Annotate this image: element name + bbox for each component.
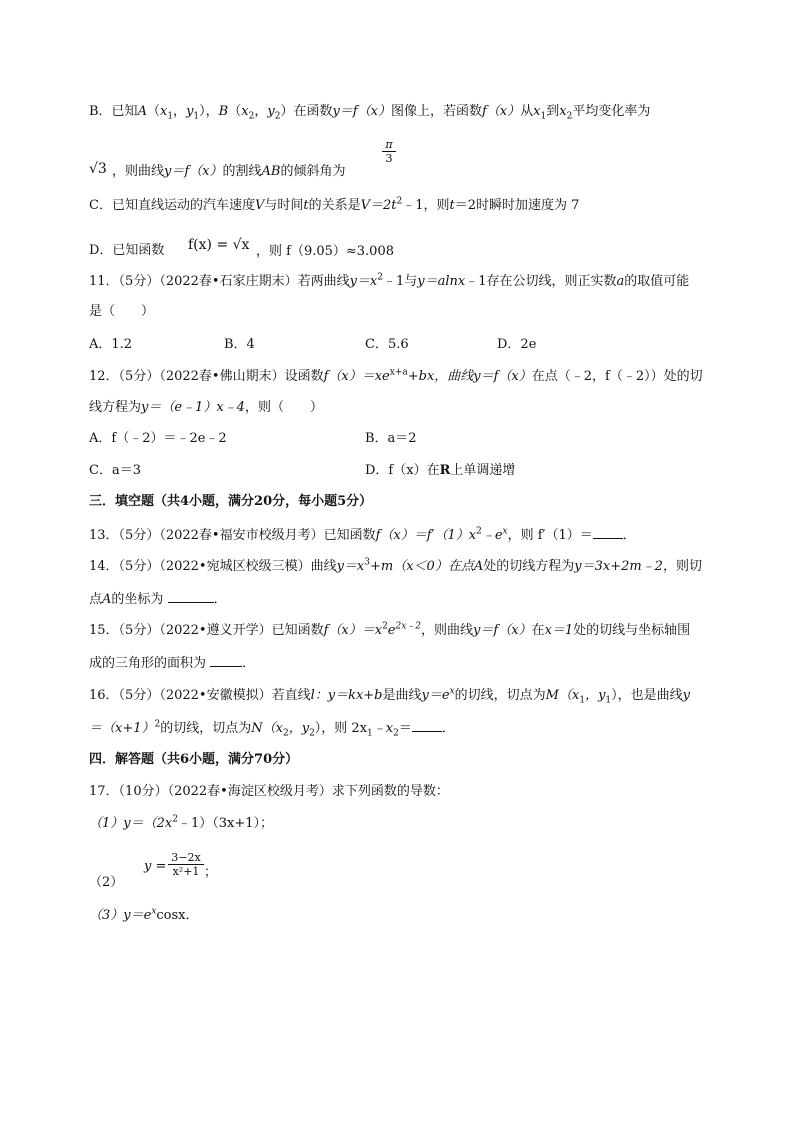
text: ），则 2x — [314, 721, 368, 736]
answer-blank[interactable] — [412, 719, 442, 732]
q12-option-b — [365, 430, 417, 448]
q10-option-b-line1 — [89, 103, 650, 121]
q11-line1 — [89, 273, 689, 291]
sub: 2 — [248, 111, 255, 122]
sup: 2 — [382, 621, 388, 632]
x: x — [559, 104, 567, 119]
q17-line1 — [89, 783, 449, 801]
eq: y＝alnx — [417, 274, 466, 289]
t: t — [303, 198, 309, 213]
function: f（x）＝xe — [323, 369, 390, 384]
section-3-heading — [89, 493, 372, 511]
function: y＝f（x） — [332, 104, 391, 119]
sub: 1 — [193, 111, 200, 122]
text: A．1.2 — [89, 337, 133, 352]
point-m: M（x — [545, 688, 580, 703]
x: x — [533, 104, 541, 119]
comma: ， — [254, 104, 268, 119]
text: 在 — [531, 623, 545, 638]
q15-line1 — [89, 622, 690, 640]
q11-option-d — [497, 336, 536, 354]
sup: 2 — [154, 719, 161, 730]
text: ，y — [288, 721, 310, 736]
q10-option-b-line2 — [112, 163, 346, 181]
text: 的关系是 — [308, 198, 361, 213]
q10b-paren: （ — [146, 104, 160, 119]
answer-blank[interactable] — [210, 654, 242, 667]
sqrt3-text: √3 — [89, 161, 107, 177]
y2: y — [267, 104, 275, 119]
function: y＝f（x） — [473, 369, 532, 384]
formula-sqrt-x — [188, 236, 249, 254]
text: 12．（5分）（2022春•佛山期末）设函数 — [89, 369, 324, 384]
text: 是（ ） — [89, 304, 155, 319]
answer-blank[interactable] — [593, 526, 623, 539]
text: D．2e — [497, 337, 537, 352]
text: 的取值可能 — [624, 274, 690, 289]
sup: x — [151, 906, 157, 917]
text: ﹣1与 — [383, 274, 418, 289]
formula: f(x) = √x — [188, 237, 250, 253]
text: 17．（10分）（2022春•海淀区校级月考）求下列函数的导数： — [89, 784, 449, 799]
line-l: l：y＝kx+b — [310, 688, 383, 703]
sup: 2 — [476, 526, 482, 537]
q12-option-c — [89, 462, 141, 480]
sub: 1 — [605, 695, 612, 706]
q10-option-d-tail — [256, 243, 394, 261]
function: f（x）＝f′（1）x — [375, 528, 477, 543]
q14-line1 — [89, 558, 702, 576]
denominator: 3 — [382, 151, 396, 165]
a: a — [616, 274, 625, 289]
text: 处的切线与坐标轴围 — [573, 623, 691, 638]
text: A．f（﹣2）＝﹣2e﹣2 — [89, 431, 227, 446]
q17-part1 — [89, 815, 273, 833]
text: ），也是曲线 — [611, 688, 683, 703]
text: ，则（ ） — [244, 400, 323, 415]
text: ＝ — [398, 721, 412, 736]
numerator: π — [385, 138, 393, 151]
sub: 2 — [566, 111, 573, 122]
text: 三．填空题（共4小题，满分20分，每小题5分） — [89, 494, 373, 509]
sup: 2 — [172, 814, 178, 825]
text: y = — [144, 859, 167, 874]
section-4-heading — [89, 751, 298, 769]
pi-over-3 — [382, 138, 396, 165]
q10-option-d — [89, 242, 164, 260]
q17-part2-end — [204, 864, 217, 882]
paren: （ — [228, 104, 242, 119]
text: 15．（5分）（2022•遵义开学）已知函数 — [89, 623, 324, 638]
text: 16．（5分）（2022•安徽模拟）若直线 — [89, 688, 311, 703]
text: D．f（x）在 — [365, 463, 440, 478]
sup: 2x﹣2 — [395, 621, 422, 632]
sub: 2 — [274, 111, 281, 122]
text: 成的三角形的面积为 — [89, 656, 207, 671]
sub: 2 — [282, 728, 289, 739]
paren: ）， — [199, 104, 219, 119]
text: 的割线 — [222, 164, 262, 179]
text: ﹣x — [372, 721, 394, 736]
text: 是曲线 — [382, 688, 422, 703]
q16-line1 — [89, 687, 690, 705]
v: V — [254, 198, 265, 213]
tangent: y＝3x+2m﹣2 — [574, 559, 663, 574]
q12-option-d — [365, 462, 515, 480]
text: ，则 f′（1）＝ — [507, 528, 593, 543]
text: （1）y＝（2x — [89, 816, 173, 831]
text: 14．（5分）（2022•宛城区校级三模）曲线 — [89, 559, 337, 574]
text: 上单调递增 — [450, 463, 516, 478]
text: C．a＝3 — [89, 463, 141, 478]
text: 四．解答题（共6小题，满分70分） — [89, 752, 299, 767]
answer-blank[interactable] — [168, 590, 214, 603]
point-n: N（x — [251, 721, 283, 736]
q12-option-a — [89, 430, 227, 448]
x-eq-1: x＝1 — [544, 623, 574, 638]
text: B．a＝2 — [365, 431, 417, 446]
sub: 1 — [167, 111, 174, 122]
q16-line2 — [89, 719, 455, 738]
sub: 1 — [540, 111, 547, 122]
comma: ， — [173, 104, 187, 119]
point-a: A — [137, 104, 147, 119]
q12-line1 — [89, 368, 703, 386]
point-a: A — [102, 592, 112, 607]
paren: ）在函数 — [280, 104, 333, 119]
text: 13．（5分）（2022春•福安市校级月考）已知函数 — [89, 528, 376, 543]
x2: x — [241, 104, 249, 119]
text: D．已知函数 — [89, 243, 165, 258]
text: 图像上，若函数 — [390, 104, 482, 119]
sqrt3 — [89, 160, 107, 178]
sub: 1 — [579, 695, 586, 706]
q12-line2 — [89, 399, 323, 417]
q17-part2-y — [144, 858, 166, 876]
text: 到 — [546, 104, 560, 119]
text: 的切线，切点为 — [160, 721, 252, 736]
text: ，则切 — [662, 559, 702, 574]
q13 — [89, 526, 636, 545]
text: 处的切线方程为 — [483, 559, 575, 574]
text: 与时间 — [264, 198, 304, 213]
sub: 2 — [393, 728, 399, 739]
text: e — [387, 623, 396, 638]
text: （2） — [89, 875, 124, 890]
q10-option-c — [89, 197, 579, 215]
function: f（x） — [481, 104, 521, 119]
t: t — [449, 198, 455, 213]
text: 的坐标为 — [111, 592, 164, 607]
text: ． — [622, 528, 636, 543]
text: ，则曲线 — [421, 623, 474, 638]
text: 11．（5分）（2022春•石家庄期末）若两曲线 — [89, 274, 350, 289]
sup: x+a — [389, 367, 408, 378]
text: ． — [242, 656, 256, 671]
function: y＝f（x） — [473, 623, 532, 638]
q17-part3 — [89, 907, 199, 925]
q10b-prefix: B．已知 — [89, 104, 138, 119]
text: ； — [204, 865, 218, 880]
text: 的切线，切点为 — [454, 688, 546, 703]
text: C．5.6 — [365, 337, 409, 352]
denominator: x²+1 — [168, 864, 204, 878]
text: ＝（x+1） — [89, 721, 155, 736]
text: ，则 f（9.05）≈3.008 — [256, 244, 394, 259]
text: 在点（﹣2，f（﹣2））处的切 — [531, 369, 703, 384]
q17-part2-fraction — [168, 851, 204, 878]
x1: x — [159, 104, 168, 119]
curve: y＝e — [421, 688, 450, 703]
function: y＝f（x） — [164, 164, 223, 179]
text: 点 — [89, 592, 103, 607]
equation: y＝x — [336, 559, 365, 574]
text: +bx，曲线 — [407, 369, 474, 384]
q11-option-b — [224, 336, 255, 354]
text: cosx． — [156, 908, 199, 923]
text: 从 — [520, 104, 534, 119]
equation: V＝2t — [360, 198, 397, 213]
text: ﹣1）（3x+1）； — [177, 816, 273, 831]
q17-part2-label — [89, 874, 123, 892]
text: 平均变化率为 — [572, 104, 651, 119]
sup: x — [502, 526, 508, 537]
sub: 1 — [367, 728, 373, 739]
text: C．已知直线运动的汽车速度 — [89, 198, 255, 213]
text: +m（x＜0）在点 — [370, 559, 474, 574]
text: ＝2时瞬时加速度为 7 — [454, 198, 580, 213]
y1: y — [186, 104, 194, 119]
q11-option-c — [365, 336, 409, 354]
function: f（x）＝x — [323, 623, 383, 638]
sup: 2 — [377, 272, 383, 283]
equation: y＝（e﹣1）x﹣4 — [141, 400, 245, 415]
text: ﹣1，则 — [402, 198, 450, 213]
reals: R — [439, 463, 451, 478]
text: ﹣1存在公切线，则正实数 — [465, 274, 617, 289]
text: ． — [213, 592, 227, 607]
text: ，则曲线 — [112, 164, 165, 179]
point-a: A — [473, 559, 484, 574]
text: ﹣e — [481, 528, 503, 543]
q15-line2 — [89, 654, 255, 673]
sub: 2 — [309, 728, 315, 739]
q11-option-a — [89, 336, 132, 354]
eq: y＝x — [349, 274, 378, 289]
text: 的倾斜角为 — [280, 164, 346, 179]
text: 线方程为 — [89, 400, 142, 415]
secant-ab: AB — [261, 164, 281, 179]
sup: 2 — [396, 196, 403, 207]
text: ． — [441, 721, 455, 736]
text: ，y — [585, 688, 606, 703]
q11-line2 — [89, 303, 154, 321]
q14-line2 — [89, 590, 227, 609]
point-b: B — [218, 104, 229, 119]
numerator: 3−2x — [171, 851, 201, 864]
y: y — [682, 688, 691, 703]
sup: 3 — [364, 557, 370, 568]
sup: x — [449, 686, 455, 697]
text: （3）y＝e — [89, 908, 152, 923]
text: B．4 — [224, 337, 255, 352]
